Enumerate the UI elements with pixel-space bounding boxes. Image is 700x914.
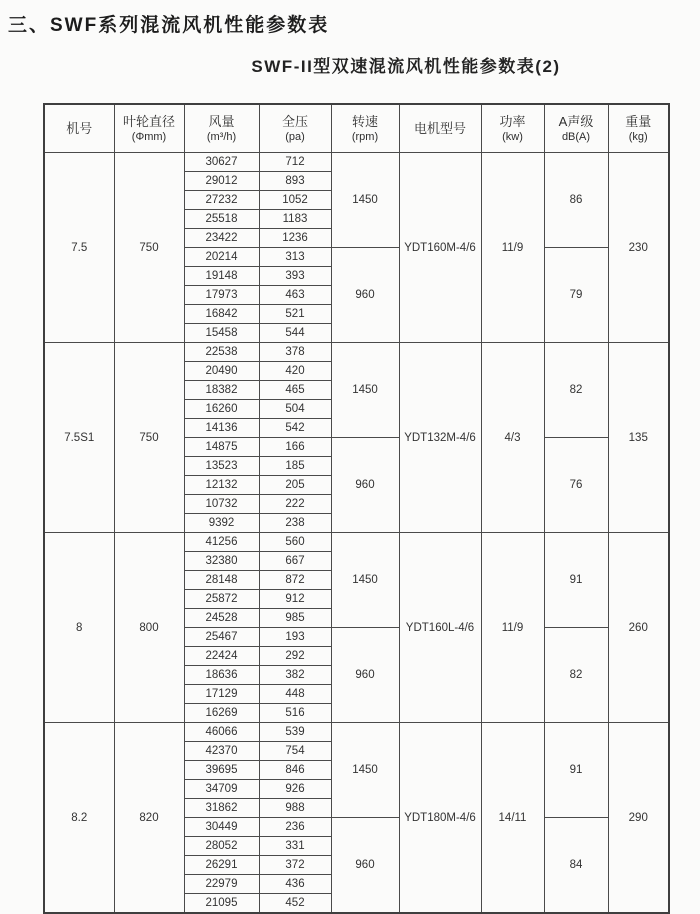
cell-pressure: 382: [259, 666, 331, 685]
cell-pressure: 1052: [259, 191, 331, 210]
table-row: [44, 343, 669, 362]
column-header-model: [44, 104, 114, 153]
cell-flow: 20214: [184, 248, 259, 267]
cell-flow: 20490: [184, 362, 259, 381]
cell-motor: YDT160L-4/6: [399, 533, 481, 723]
cell-noise: 84: [544, 818, 608, 914]
table-body: [44, 153, 669, 914]
cell-pressure: 985: [259, 609, 331, 628]
cell-noise: 76: [544, 438, 608, 533]
cell-flow: 21095: [184, 894, 259, 914]
cell-flow: 22424: [184, 647, 259, 666]
column-header-flow: [184, 104, 259, 153]
cell-pressure: 331: [259, 837, 331, 856]
cell-pressure: 1183: [259, 210, 331, 229]
cell-pressure: 463: [259, 286, 331, 305]
cell-pressure: 516: [259, 704, 331, 723]
cell-model: 7.5: [44, 153, 114, 343]
cell-flow: 30627: [184, 153, 259, 172]
cell-motor: YDT160M-4/6: [399, 153, 481, 343]
cell-flow: 28148: [184, 571, 259, 590]
table-row: [44, 723, 669, 742]
cell-noise: 91: [544, 723, 608, 818]
cell-pressure: 185: [259, 457, 331, 476]
cell-pressure: 521: [259, 305, 331, 324]
cell-flow: 26291: [184, 856, 259, 875]
cell-flow: 31862: [184, 799, 259, 818]
cell-motor: YDT180M-4/6: [399, 723, 481, 914]
header-label: 电机型号: [413, 120, 466, 136]
cell-weight: 290: [608, 723, 669, 914]
cell-flow: 16260: [184, 400, 259, 419]
cell-power: 11/9: [481, 533, 544, 723]
table-row: [44, 533, 669, 552]
cell-flow: 25518: [184, 210, 259, 229]
cell-flow: 22538: [184, 343, 259, 362]
cell-flow: 34709: [184, 780, 259, 799]
cell-noise: 79: [544, 248, 608, 343]
column-header-motor: [399, 104, 481, 153]
header-unit: dB(A): [561, 130, 591, 143]
header-label: 叶轮直径: [122, 113, 175, 129]
cell-pressure: 893: [259, 172, 331, 191]
cell-rpm: 1450: [331, 343, 399, 438]
cell-flow: 16269: [184, 704, 259, 723]
cell-flow: 27232: [184, 191, 259, 210]
cell-rpm: 960: [331, 248, 399, 343]
cell-pressure: 872: [259, 571, 331, 590]
cell-pressure: 378: [259, 343, 331, 362]
cell-flow: 16842: [184, 305, 259, 324]
cell-power: 14/11: [481, 723, 544, 914]
cell-flow: 25872: [184, 590, 259, 609]
cell-flow: 17129: [184, 685, 259, 704]
cell-noise: 86: [544, 153, 608, 248]
cell-diameter: 820: [114, 723, 184, 914]
cell-diameter: 800: [114, 533, 184, 723]
cell-pressure: 846: [259, 761, 331, 780]
cell-flow: 46066: [184, 723, 259, 742]
cell-pressure: 544: [259, 324, 331, 343]
page-title: 三、SWF系列混流风机性能参数表: [8, 15, 330, 36]
header-label: 转速: [351, 113, 378, 129]
cell-pressure: 436: [259, 875, 331, 894]
cell-flow: 19148: [184, 267, 259, 286]
cell-flow: 10732: [184, 495, 259, 514]
cell-weight: 135: [608, 343, 669, 533]
cell-rpm: 1450: [331, 723, 399, 818]
cell-flow: 15458: [184, 324, 259, 343]
header-label: 全压: [281, 113, 308, 129]
cell-flow: 14136: [184, 419, 259, 438]
cell-rpm: 960: [331, 818, 399, 914]
table-row: [44, 153, 669, 172]
header-unit: (kw): [502, 130, 523, 143]
header-row: [44, 104, 669, 153]
cell-diameter: 750: [114, 153, 184, 343]
column-header-rpm: [331, 104, 399, 153]
cell-flow: 25467: [184, 628, 259, 647]
header-label: A声级: [558, 113, 594, 129]
cell-pressure: 393: [259, 267, 331, 286]
cell-flow: 18636: [184, 666, 259, 685]
cell-pressure: 988: [259, 799, 331, 818]
cell-flow: 9392: [184, 514, 259, 533]
table-title: SWF-II型双速混流风机性能参数表(2): [251, 57, 561, 76]
cell-noise: 91: [544, 533, 608, 628]
cell-pressure: 504: [259, 400, 331, 419]
cell-flow: 23422: [184, 229, 259, 248]
table-header: [44, 104, 669, 153]
cell-flow: 22979: [184, 875, 259, 894]
cell-pressure: 166: [259, 438, 331, 457]
column-header-diameter: [114, 104, 184, 153]
cell-pressure: 560: [259, 533, 331, 552]
cell-motor: YDT132M-4/6: [399, 343, 481, 533]
cell-noise: 82: [544, 343, 608, 438]
cell-flow: 14875: [184, 438, 259, 457]
cell-pressure: 420: [259, 362, 331, 381]
cell-diameter: 750: [114, 343, 184, 533]
cell-weight: 260: [608, 533, 669, 723]
header-unit: (Φmm): [131, 130, 167, 143]
cell-weight: 230: [608, 153, 669, 343]
cell-pressure: 238: [259, 514, 331, 533]
cell-pressure: 542: [259, 419, 331, 438]
cell-flow: 29012: [184, 172, 259, 191]
cell-flow: 17973: [184, 286, 259, 305]
column-header-noise: [544, 104, 608, 153]
cell-pressure: 448: [259, 685, 331, 704]
header-unit: (pa): [285, 130, 305, 143]
column-header-power: [481, 104, 544, 153]
cell-power: 4/3: [481, 343, 544, 533]
header-label: 机号: [66, 120, 93, 136]
cell-pressure: 452: [259, 894, 331, 914]
cell-pressure: 205: [259, 476, 331, 495]
cell-flow: 39695: [184, 761, 259, 780]
cell-pressure: 465: [259, 381, 331, 400]
cell-flow: 41256: [184, 533, 259, 552]
cell-pressure: 236: [259, 818, 331, 837]
column-header-weight: [608, 104, 669, 153]
cell-pressure: 667: [259, 552, 331, 571]
cell-pressure: 292: [259, 647, 331, 666]
cell-rpm: 960: [331, 628, 399, 723]
cell-pressure: 754: [259, 742, 331, 761]
cell-pressure: 372: [259, 856, 331, 875]
cell-flow: 18382: [184, 381, 259, 400]
cell-flow: 42370: [184, 742, 259, 761]
cell-pressure: 926: [259, 780, 331, 799]
column-header-pressure: [259, 104, 331, 153]
header-label: 重量: [625, 113, 652, 129]
cell-pressure: 313: [259, 248, 331, 267]
cell-model: 8: [44, 533, 114, 723]
cell-pressure: 1236: [259, 229, 331, 248]
cell-pressure: 539: [259, 723, 331, 742]
cell-pressure: 193: [259, 628, 331, 647]
cell-noise: 82: [544, 628, 608, 723]
cell-model: 7.5S1: [44, 343, 114, 533]
header-unit: (kg): [628, 130, 648, 143]
cell-flow: 32380: [184, 552, 259, 571]
cell-pressure: 222: [259, 495, 331, 514]
cell-rpm: 1450: [331, 153, 399, 248]
header-label: 风量: [208, 113, 235, 129]
cell-flow: 24528: [184, 609, 259, 628]
cell-pressure: 912: [259, 590, 331, 609]
cell-rpm: 960: [331, 438, 399, 533]
cell-model: 8.2: [44, 723, 114, 914]
cell-power: 11/9: [481, 153, 544, 343]
cell-flow: 12132: [184, 476, 259, 495]
header-unit: (m³/h): [206, 130, 237, 143]
performance-table: [43, 103, 670, 914]
cell-flow: 28052: [184, 837, 259, 856]
cell-rpm: 1450: [331, 533, 399, 628]
cell-pressure: 712: [259, 153, 331, 172]
cell-flow: 30449: [184, 818, 259, 837]
header-label: 功率: [499, 113, 526, 129]
header-unit: (rpm): [351, 130, 379, 143]
cell-flow: 13523: [184, 457, 259, 476]
